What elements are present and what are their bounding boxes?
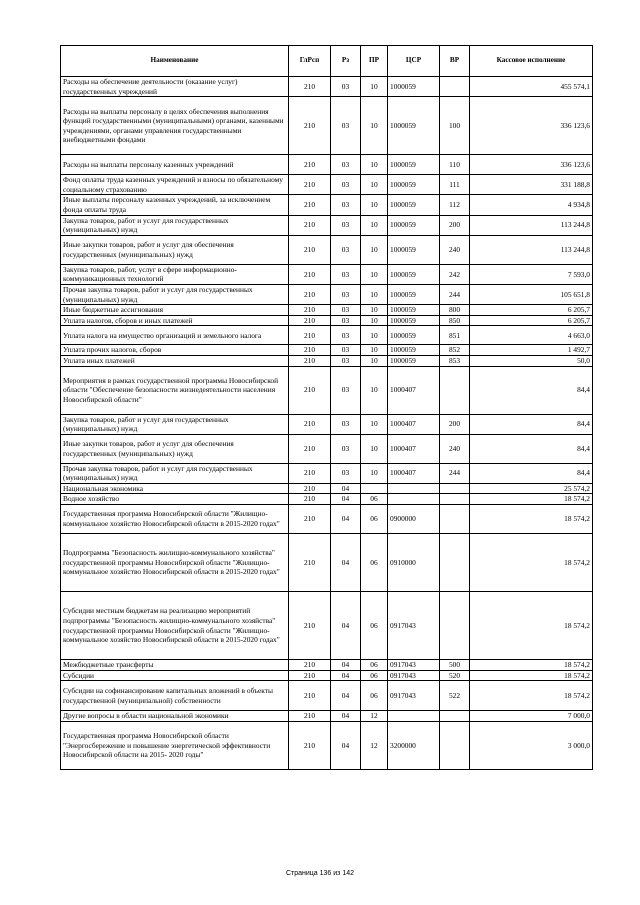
cell-name: Подпрограмма "Безопасность жилищно-коммунального хозяйства" государственной программы Новосибирской области "Жилищно-коммунальное хозяйство Новосибирской области в 2015-2020 годах" [61,534,289,592]
cell-csr: 1000407 [388,366,440,414]
cell-name: Государственная программа Новосибирской области "Энергосбережение и повышение энергетической эффективности Новосибирской области на 2015- 2020 годы" [61,721,289,769]
cell-name: Субсидии на софинансирование капитальных вложений в объекты государственной (муниципальной) собственности [61,681,289,711]
cell-amount: 18 574,2 [470,670,593,681]
cell-pr: 10 [361,305,388,316]
cell-glrsp: 210 [289,660,331,671]
cell-name: Расходы на выплаты персоналу казенных учреждений [61,155,289,175]
cell-vr [440,494,470,505]
cell-glrsp: 210 [289,711,331,722]
cell-pr: 10 [361,463,388,483]
cell-rz: 04 [331,711,361,722]
cell-vr: 244 [440,463,470,483]
cell-pr: 06 [361,670,388,681]
cell-name: Прочая закупка товаров, работ и услуг для государственных (муниципальных) нужд [61,463,289,483]
cell-glrsp: 210 [289,592,331,660]
cell-pr: 10 [361,366,388,414]
cell-name: Закупка товаров, работ, услуг в сфере информационно-коммуникационных технологий [61,264,289,284]
cell-pr: 10 [361,97,388,155]
table-row [61,483,593,494]
table-row [61,235,593,264]
cell-amount: 7 593,0 [470,264,593,284]
cell-vr: 244 [440,284,470,304]
cell-csr: 1000059 [388,315,440,326]
cell-vr: 200 [440,414,470,434]
cell-vr [440,366,470,414]
cell-csr [388,711,440,722]
cell-amount: 113 244,8 [470,235,593,264]
cell-amount: 84,4 [470,463,593,483]
cell-rz: 03 [331,414,361,434]
cell-csr: 1000059 [388,77,440,97]
cell-amount: 331 188,8 [470,175,593,195]
table-row [61,592,593,660]
cell-amount: 18 574,2 [470,681,593,711]
cell-rz: 03 [331,345,361,356]
cell-amount: 25 574,2 [470,483,593,494]
cell-glrsp: 210 [289,155,331,175]
table-row [61,315,593,326]
table-row [61,721,593,769]
cell-pr: 10 [361,155,388,175]
cell-name: Уплата иных платежей [61,355,289,366]
header-amount: Кассовое исполнение [470,46,593,77]
header-glrsp: ГлРсп [289,46,331,77]
cell-amount: 4 934,8 [470,195,593,215]
cell-name: Другие вопросы в области национальной экономики [61,711,289,722]
cell-name: Уплата прочих налогов, сборов [61,345,289,356]
table-row [61,505,593,534]
cell-rz: 04 [331,721,361,769]
cell-pr: 10 [361,195,388,215]
cell-vr: 200 [440,215,470,235]
cell-rz: 03 [331,215,361,235]
cell-glrsp: 210 [289,434,331,463]
cell-name: Иные закупки товаров, работ и услуг для обеспечения государственных (муниципальных) нужд [61,235,289,264]
header-vr: ВР [440,46,470,77]
table-row [61,534,593,592]
cell-amount: 7 000,0 [470,711,593,722]
cell-rz: 03 [331,305,361,316]
cell-amount: 105 651,8 [470,284,593,304]
table-row [61,215,593,235]
table-row [61,155,593,175]
cell-name: Расходы на обеспечение деятельности (оказание услуг) государственных учреждений [61,77,289,97]
header-rz: Рз [331,46,361,77]
cell-csr: 0917043 [388,681,440,711]
cell-amount: 455 574,1 [470,77,593,97]
table-header-row [61,46,593,77]
cell-csr: 1000059 [388,195,440,215]
cell-vr: 522 [440,681,470,711]
cell-name: Водное хозяйство [61,494,289,505]
cell-pr: 10 [361,77,388,97]
cell-rz: 03 [331,155,361,175]
cell-glrsp: 210 [289,345,331,356]
table-row [61,264,593,284]
cell-glrsp: 210 [289,264,331,284]
cell-rz: 03 [331,463,361,483]
cell-name: Закупка товаров, работ и услуг для государственных (муниципальных) нужд [61,414,289,434]
cell-csr: 1000407 [388,434,440,463]
cell-pr: 10 [361,355,388,366]
cell-name: Межбюджетные трансферты [61,660,289,671]
cell-csr: 1000059 [388,175,440,195]
cell-name: Иные бюджетные ассигнования [61,305,289,316]
cell-vr: 520 [440,670,470,681]
header-csr: ЦСР [388,46,440,77]
cell-vr: 240 [440,434,470,463]
cell-csr: 0917043 [388,660,440,671]
cell-csr: 1000059 [388,305,440,316]
cell-amount: 6 205,7 [470,305,593,316]
cell-glrsp: 210 [289,494,331,505]
cell-name: Прочая закупка товаров, работ и услуг для государственных (муниципальных) нужд [61,284,289,304]
cell-csr [388,494,440,505]
cell-rz: 04 [331,670,361,681]
cell-csr: 0917043 [388,592,440,660]
cell-glrsp: 210 [289,235,331,264]
cell-csr: 1000059 [388,264,440,284]
cell-rz: 03 [331,175,361,195]
cell-amount: 4 663,0 [470,326,593,345]
header-name: Наименование [61,46,289,77]
cell-vr: 110 [440,155,470,175]
cell-amount: 18 574,2 [470,660,593,671]
cell-pr: 06 [361,534,388,592]
cell-rz: 04 [331,681,361,711]
cell-rz: 03 [331,235,361,264]
cell-csr: 1000059 [388,215,440,235]
cell-rz: 04 [331,483,361,494]
cell-name: Мероприятия в рамках государственной программы Новосибирской области "Обеспечение безопасности жизнедеятельности населения Новосибирской области" [61,366,289,414]
cell-vr [440,721,470,769]
cell-csr: 1000059 [388,326,440,345]
cell-glrsp: 210 [289,175,331,195]
cell-rz: 03 [331,77,361,97]
cell-amount: 84,4 [470,414,593,434]
cell-rz: 03 [331,97,361,155]
cell-glrsp: 210 [289,670,331,681]
budget-table [60,45,593,770]
cell-csr: 1000059 [388,155,440,175]
table-row [61,414,593,434]
table-row [61,326,593,345]
cell-vr: 852 [440,345,470,356]
cell-pr: 06 [361,494,388,505]
table-row [61,670,593,681]
cell-glrsp: 210 [289,366,331,414]
cell-pr: 06 [361,592,388,660]
cell-amount: 50,0 [470,355,593,366]
cell-pr: 10 [361,345,388,356]
cell-name: Государственная программа Новосибирской области "Жилищно-коммунальное хозяйство Новосибирской области в 2015-2020 годах" [61,505,289,534]
table-row [61,284,593,304]
cell-vr [440,534,470,592]
cell-amount: 336 123,6 [470,97,593,155]
cell-csr: 1000059 [388,355,440,366]
table-row [61,711,593,722]
cell-vr: 100 [440,97,470,155]
cell-name: Фонд оплаты труда казенных учреждений и взносы по обязательному социальному страхованию [61,175,289,195]
cell-rz: 03 [331,315,361,326]
cell-rz: 03 [331,366,361,414]
cell-glrsp: 210 [289,305,331,316]
cell-glrsp: 210 [289,534,331,592]
cell-pr: 06 [361,505,388,534]
cell-vr [440,711,470,722]
cell-pr: 10 [361,315,388,326]
cell-name: Субсидии местным бюджетам на реализацию мероприятий подпрограммы "Безопасность жилищно-коммунального хозяйства" государственной программы Новосибирской области "Жилищно-коммунальное хозяйство Новосибирской области в 2015-2020 годах" [61,592,289,660]
cell-amount: 6 205,7 [470,315,593,326]
cell-rz: 04 [331,505,361,534]
cell-vr: 111 [440,175,470,195]
cell-amount: 18 574,2 [470,534,593,592]
cell-amount: 336 123,6 [470,155,593,175]
cell-pr: 12 [361,711,388,722]
cell-glrsp: 210 [289,195,331,215]
cell-name: Уплата налогов, сборов и иных платежей [61,315,289,326]
header-pr: ПР [361,46,388,77]
cell-csr: 1000407 [388,463,440,483]
table-row [61,434,593,463]
cell-pr: 12 [361,721,388,769]
table-row [61,195,593,215]
table-row [61,345,593,356]
cell-vr: 853 [440,355,470,366]
cell-vr: 112 [440,195,470,215]
cell-pr: 10 [361,235,388,264]
cell-csr: 1000059 [388,284,440,304]
table-row [61,175,593,195]
cell-glrsp: 210 [289,681,331,711]
cell-amount: 1 492,7 [470,345,593,356]
cell-csr: 3200000 [388,721,440,769]
table-row [61,463,593,483]
cell-amount: 18 574,2 [470,494,593,505]
cell-glrsp: 210 [289,414,331,434]
cell-vr: 240 [440,235,470,264]
cell-csr: 1000407 [388,414,440,434]
cell-csr: 0900000 [388,505,440,534]
table-row [61,97,593,155]
cell-glrsp: 210 [289,326,331,345]
cell-vr [440,592,470,660]
cell-pr: 06 [361,681,388,711]
cell-name: Расходы на выплаты персоналу в целях обеспечения выполнения функций государственными (муниципальными) органами, казенными учреждениями, органами управления государственными внебюджетными фондами [61,97,289,155]
cell-rz: 04 [331,494,361,505]
cell-rz: 04 [331,534,361,592]
cell-vr: 850 [440,315,470,326]
cell-csr [388,483,440,494]
cell-glrsp: 210 [289,284,331,304]
cell-vr [440,505,470,534]
cell-rz: 03 [331,195,361,215]
cell-pr: 10 [361,434,388,463]
cell-name: Национальная экономика [61,483,289,494]
cell-csr: 1000059 [388,235,440,264]
cell-amount: 18 574,2 [470,592,593,660]
cell-glrsp: 210 [289,97,331,155]
cell-amount: 84,4 [470,366,593,414]
cell-amount: 84,4 [470,434,593,463]
cell-csr: 1000059 [388,97,440,155]
cell-name: Уплата налога на имущество организаций и земельного налога [61,326,289,345]
cell-glrsp: 210 [289,215,331,235]
table-row [61,366,593,414]
cell-glrsp: 210 [289,463,331,483]
table-row [61,494,593,505]
cell-rz: 03 [331,284,361,304]
cell-vr [440,77,470,97]
cell-pr: 06 [361,660,388,671]
cell-pr: 10 [361,215,388,235]
cell-glrsp: 210 [289,77,331,97]
cell-rz: 03 [331,355,361,366]
cell-amount: 113 244,8 [470,215,593,235]
cell-vr: 500 [440,660,470,671]
cell-rz: 03 [331,326,361,345]
cell-glrsp: 210 [289,721,331,769]
cell-amount: 3 000,0 [470,721,593,769]
cell-vr: 242 [440,264,470,284]
table-row [61,305,593,316]
cell-pr [361,483,388,494]
cell-csr: 0917043 [388,670,440,681]
cell-glrsp: 210 [289,483,331,494]
table-row [61,660,593,671]
table-row [61,681,593,711]
cell-vr: 800 [440,305,470,316]
cell-pr: 10 [361,414,388,434]
cell-csr: 1000059 [388,345,440,356]
cell-rz: 04 [331,660,361,671]
cell-pr: 10 [361,326,388,345]
cell-pr: 10 [361,175,388,195]
cell-name: Иные выплаты персоналу казенных учреждений, за исключением фонда оплаты труда [61,195,289,215]
cell-vr [440,483,470,494]
cell-glrsp: 210 [289,315,331,326]
table-row [61,355,593,366]
cell-amount: 18 574,2 [470,505,593,534]
cell-glrsp: 210 [289,505,331,534]
cell-name: Иные закупки товаров, работ и услуг для обеспечения государственных (муниципальных) нужд [61,434,289,463]
cell-rz: 04 [331,592,361,660]
cell-name: Субсидии [61,670,289,681]
table-row [61,77,593,97]
document-page [60,45,592,770]
cell-pr: 10 [361,264,388,284]
cell-rz: 03 [331,434,361,463]
cell-name: Закупка товаров, работ и услуг для государственных (муниципальных) нужд [61,215,289,235]
cell-vr: 851 [440,326,470,345]
cell-pr: 10 [361,284,388,304]
cell-csr: 0910000 [388,534,440,592]
cell-glrsp: 210 [289,355,331,366]
cell-rz: 03 [331,264,361,284]
page-number: Страница 136 из 142 [285,870,355,877]
